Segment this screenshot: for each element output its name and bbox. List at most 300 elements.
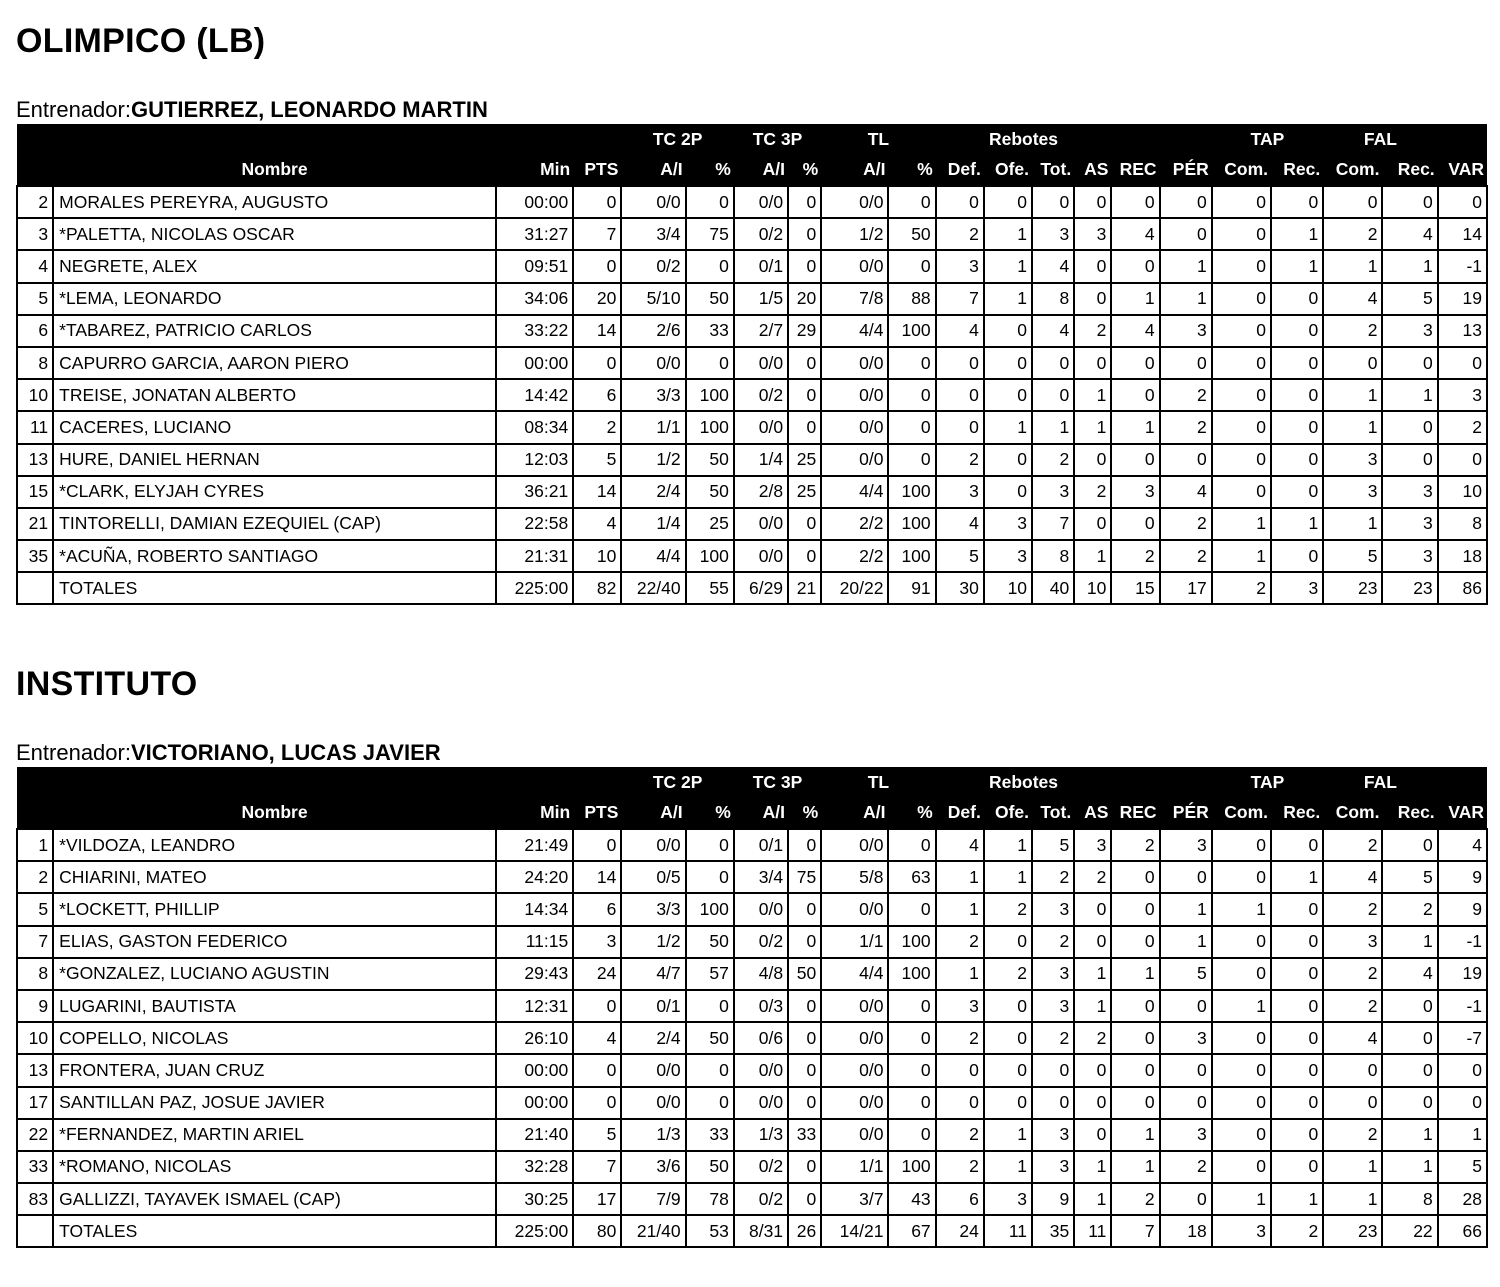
stat-cell: 0 bbox=[1212, 1054, 1271, 1086]
totals-cell: 7 bbox=[1111, 1215, 1159, 1247]
stat-cell: 0 bbox=[1271, 926, 1323, 958]
stat-cell: 1 bbox=[1160, 926, 1212, 958]
column-header: AS bbox=[1074, 797, 1111, 829]
stat-cell: 6 bbox=[573, 379, 621, 411]
player-name: CHIARINI, MATEO bbox=[53, 861, 496, 893]
stat-cell: 0 bbox=[788, 893, 821, 925]
stat-cell: 3/4 bbox=[734, 861, 788, 893]
stat-cell: 4 bbox=[1160, 476, 1212, 508]
stat-cell: 3 bbox=[936, 250, 984, 282]
stat-cell: 9 bbox=[1438, 893, 1487, 925]
stat-cell: 0 bbox=[984, 444, 1032, 476]
stat-cell: 75 bbox=[788, 861, 821, 893]
stat-cell: 33:22 bbox=[496, 315, 573, 347]
stat-cell: 0 bbox=[788, 250, 821, 282]
stat-cell: 3 bbox=[1382, 315, 1437, 347]
stat-cell: 3 bbox=[1074, 829, 1111, 861]
header-group-blank bbox=[1160, 767, 1212, 797]
stat-cell: 4 bbox=[1382, 958, 1437, 990]
stat-cell: 0 bbox=[686, 347, 734, 379]
stat-cell: 0 bbox=[1111, 250, 1159, 282]
stat-cell: 0/0 bbox=[821, 1119, 888, 1151]
stat-cell: 0/0 bbox=[734, 1054, 788, 1086]
stat-cell: 0 bbox=[936, 379, 984, 411]
player-row bbox=[17, 1054, 1487, 1086]
stat-cell: 0 bbox=[1074, 186, 1111, 218]
player-name: SANTILLAN PAZ, JOSUE JAVIER bbox=[53, 1087, 496, 1119]
stat-cell: 8 bbox=[1032, 283, 1074, 315]
header-number bbox=[17, 797, 53, 829]
stat-cell: 0 bbox=[1382, 1054, 1437, 1086]
stat-cell: 0 bbox=[1271, 347, 1323, 379]
stat-cell: 0 bbox=[1271, 411, 1323, 443]
stat-cell: 2 bbox=[1111, 540, 1159, 572]
totals-cell: 10 bbox=[984, 572, 1032, 604]
stat-cell: 0/0 bbox=[821, 1087, 888, 1119]
header-row bbox=[17, 154, 1487, 186]
stat-cell: 0/1 bbox=[621, 990, 685, 1022]
stat-cell: 1 bbox=[1074, 958, 1111, 990]
stat-cell: 8 bbox=[1438, 508, 1487, 540]
column-header: Rec. bbox=[1382, 154, 1437, 186]
header-group-fal: FAL bbox=[1323, 767, 1437, 797]
stat-cell: 0 bbox=[1160, 444, 1212, 476]
stat-cell: 5/10 bbox=[621, 283, 685, 315]
stat-cell: 2 bbox=[1323, 1119, 1382, 1151]
stat-cell: 0 bbox=[1271, 1022, 1323, 1054]
stat-cell: -1 bbox=[1438, 926, 1487, 958]
stat-cell: 0 bbox=[888, 444, 935, 476]
stat-cell: 0 bbox=[1271, 283, 1323, 315]
totals-cell: 26 bbox=[788, 1215, 821, 1247]
stat-cell: 0 bbox=[936, 186, 984, 218]
player-row bbox=[17, 250, 1487, 282]
stat-cell: 2/2 bbox=[821, 540, 888, 572]
stat-cell: 3 bbox=[1382, 476, 1437, 508]
stat-cell: 2/7 bbox=[734, 315, 788, 347]
stat-cell: 1/1 bbox=[621, 411, 685, 443]
column-header: Tot. bbox=[1032, 797, 1074, 829]
totals-cell: 23 bbox=[1382, 572, 1437, 604]
stat-cell: 7 bbox=[936, 283, 984, 315]
stat-cell: 0 bbox=[1111, 508, 1159, 540]
stat-cell: 2 bbox=[1111, 829, 1159, 861]
coach-label: Entrenador: bbox=[16, 97, 131, 122]
player-row bbox=[17, 1183, 1487, 1215]
player-name: *LOCKETT, PHILLIP bbox=[53, 893, 496, 925]
stat-cell: 0 bbox=[788, 1022, 821, 1054]
stat-cell: 0 bbox=[1111, 186, 1159, 218]
stat-cell: 88 bbox=[888, 283, 935, 315]
stat-cell: 5 bbox=[936, 540, 984, 572]
stat-cell: 1 bbox=[1382, 1119, 1437, 1151]
stat-cell: 1 bbox=[984, 283, 1032, 315]
stat-cell: 100 bbox=[686, 540, 734, 572]
stat-cell: 1 bbox=[1382, 250, 1437, 282]
totals-cell: 225:00 bbox=[496, 1215, 573, 1247]
stat-cell: 0 bbox=[1382, 347, 1437, 379]
stat-cell: 3 bbox=[1160, 1119, 1212, 1151]
column-header: VAR bbox=[1438, 154, 1487, 186]
stat-cell: 3 bbox=[1323, 476, 1382, 508]
stat-cell: 2 bbox=[1323, 315, 1382, 347]
player-row bbox=[17, 926, 1487, 958]
totals-cell: 2 bbox=[1271, 1215, 1323, 1247]
column-header: A/I bbox=[621, 797, 685, 829]
stat-cell: 0/0 bbox=[821, 829, 888, 861]
totals-cell: 67 bbox=[888, 1215, 935, 1247]
stat-cell: 0/0 bbox=[821, 411, 888, 443]
stat-cell: 2 bbox=[1111, 1183, 1159, 1215]
stat-cell: 10 bbox=[1438, 476, 1487, 508]
column-header: A/I bbox=[621, 154, 685, 186]
stat-cell: 0 bbox=[788, 829, 821, 861]
stat-cell: 3 bbox=[573, 926, 621, 958]
stat-cell: 1 bbox=[936, 893, 984, 925]
stat-cell: 7 bbox=[1032, 508, 1074, 540]
stat-cell: 14 bbox=[573, 861, 621, 893]
stat-cell: 1/5 bbox=[734, 283, 788, 315]
stat-cell: 0/0 bbox=[734, 508, 788, 540]
stat-cell: 21:31 bbox=[496, 540, 573, 572]
stat-cell: 2 bbox=[1323, 990, 1382, 1022]
player-name: GALLIZZI, TAYAVEK ISMAEL (CAP) bbox=[53, 1183, 496, 1215]
player-number: 15 bbox=[17, 476, 53, 508]
stat-cell: 50 bbox=[888, 218, 935, 250]
totals-cell: 3 bbox=[1212, 1215, 1271, 1247]
stat-cell: 14:34 bbox=[496, 893, 573, 925]
stat-cell: 7 bbox=[573, 1151, 621, 1183]
stat-cell: 2 bbox=[1382, 893, 1437, 925]
stat-cell: 0 bbox=[888, 379, 935, 411]
stat-cell: 3 bbox=[1111, 476, 1159, 508]
stat-cell: 0/0 bbox=[821, 1022, 888, 1054]
header-group-row bbox=[17, 124, 1487, 154]
stat-cell: 0/2 bbox=[734, 1183, 788, 1215]
stat-cell: 1/1 bbox=[821, 926, 888, 958]
stat-cell: 0 bbox=[1212, 186, 1271, 218]
totals-label: TOTALES bbox=[53, 1215, 496, 1247]
stat-cell: 0/2 bbox=[621, 250, 685, 282]
stat-cell: 0 bbox=[984, 476, 1032, 508]
stat-cell: 4/7 bbox=[621, 958, 685, 990]
stat-cell: 0 bbox=[984, 1022, 1032, 1054]
column-header: VAR bbox=[1438, 797, 1487, 829]
player-name: *VILDOZA, LEANDRO bbox=[53, 829, 496, 861]
stat-cell: -1 bbox=[1438, 250, 1487, 282]
stat-cell: 2/4 bbox=[621, 476, 685, 508]
stat-cell: 0 bbox=[573, 186, 621, 218]
stat-cell: 25 bbox=[788, 444, 821, 476]
stat-cell: 43 bbox=[888, 1183, 935, 1215]
stat-cell: 1/3 bbox=[621, 1119, 685, 1151]
stat-cell: 1 bbox=[984, 829, 1032, 861]
stat-cell: 0 bbox=[573, 829, 621, 861]
totals-row bbox=[17, 1215, 1487, 1247]
player-name: *TABAREZ, PATRICIO CARLOS bbox=[53, 315, 496, 347]
stat-cell: 2 bbox=[1032, 1022, 1074, 1054]
player-row bbox=[17, 990, 1487, 1022]
stat-cell: 4 bbox=[1323, 1022, 1382, 1054]
stat-cell: 1 bbox=[1160, 250, 1212, 282]
stat-cell: 2/4 bbox=[621, 1022, 685, 1054]
stat-cell: 30:25 bbox=[496, 1183, 573, 1215]
stat-cell: 0 bbox=[1160, 347, 1212, 379]
stat-cell: 1 bbox=[1074, 379, 1111, 411]
stat-cell: 0 bbox=[1074, 893, 1111, 925]
stat-cell: 2 bbox=[936, 1151, 984, 1183]
stat-cell: 0 bbox=[1382, 1087, 1437, 1119]
stat-cell: 0 bbox=[1438, 444, 1487, 476]
stat-cell: 4 bbox=[1382, 218, 1437, 250]
stat-cell: 4 bbox=[1323, 861, 1382, 893]
stat-cell: 0 bbox=[1111, 1054, 1159, 1086]
stat-cell: 0/0 bbox=[621, 186, 685, 218]
stat-cell: 0 bbox=[1212, 926, 1271, 958]
stat-cell: 1 bbox=[984, 1119, 1032, 1151]
stat-cell: 1 bbox=[1323, 250, 1382, 282]
stat-cell: 1/2 bbox=[821, 218, 888, 250]
player-name: CAPURRO GARCIA, AARON PIERO bbox=[53, 347, 496, 379]
stat-cell: 0 bbox=[788, 411, 821, 443]
stat-cell: 1/2 bbox=[621, 926, 685, 958]
stat-cell: 2 bbox=[1160, 411, 1212, 443]
totals-cell: 30 bbox=[936, 572, 984, 604]
stat-cell: 0 bbox=[984, 347, 1032, 379]
stat-cell: 4 bbox=[1032, 250, 1074, 282]
header-group-tap: TAP bbox=[1212, 124, 1323, 154]
player-row bbox=[17, 347, 1487, 379]
stat-cell: 0 bbox=[1271, 829, 1323, 861]
stat-cell: 0 bbox=[1074, 1054, 1111, 1086]
stat-cell: 0 bbox=[686, 186, 734, 218]
player-name: FRONTERA, JUAN CRUZ bbox=[53, 1054, 496, 1086]
stat-cell: 24 bbox=[573, 958, 621, 990]
stat-cell: 8 bbox=[1382, 1183, 1437, 1215]
stat-cell: 1 bbox=[1382, 926, 1437, 958]
header-row bbox=[17, 797, 1487, 829]
stat-cell: 0 bbox=[1074, 1087, 1111, 1119]
player-number: 9 bbox=[17, 990, 53, 1022]
stat-cell: 1/1 bbox=[821, 1151, 888, 1183]
stat-cell: 4/4 bbox=[621, 540, 685, 572]
stat-cell: 0 bbox=[1111, 1022, 1159, 1054]
stat-cell: 1 bbox=[984, 411, 1032, 443]
column-header: Com. bbox=[1212, 154, 1271, 186]
stat-cell: 1 bbox=[1382, 1151, 1437, 1183]
stat-cell: 08:34 bbox=[496, 411, 573, 443]
stat-cell: 4 bbox=[1323, 283, 1382, 315]
stat-cell: 2 bbox=[1160, 379, 1212, 411]
box-score-table bbox=[16, 124, 1488, 605]
stat-cell: 0 bbox=[1074, 926, 1111, 958]
totals-cell: 20/22 bbox=[821, 572, 888, 604]
player-name: *ROMANO, NICOLAS bbox=[53, 1151, 496, 1183]
stat-cell: 0 bbox=[888, 1119, 935, 1151]
stat-cell: 0 bbox=[573, 250, 621, 282]
totals-cell: 66 bbox=[1438, 1215, 1487, 1247]
stat-cell: 0 bbox=[1271, 958, 1323, 990]
stat-cell: -1 bbox=[1438, 990, 1487, 1022]
totals-cell: 11 bbox=[984, 1215, 1032, 1247]
stat-cell: 3 bbox=[1074, 218, 1111, 250]
stat-cell: 0 bbox=[888, 829, 935, 861]
stat-cell: 0 bbox=[1271, 1087, 1323, 1119]
stat-cell: 1 bbox=[1212, 1183, 1271, 1215]
team-name: OLIMPICO (LB) bbox=[16, 22, 266, 60]
stat-cell: 1 bbox=[1160, 283, 1212, 315]
player-row bbox=[17, 829, 1487, 861]
stat-cell: 0 bbox=[1111, 926, 1159, 958]
stat-cell: 3 bbox=[1160, 829, 1212, 861]
coach-label: Entrenador: bbox=[16, 740, 131, 765]
team-section-olimpico bbox=[16, 20, 1488, 605]
header-group-blank bbox=[1160, 124, 1212, 154]
stat-cell: 10 bbox=[573, 540, 621, 572]
stat-cell: 2 bbox=[1323, 218, 1382, 250]
player-name: HURE, DANIEL HERNAN bbox=[53, 444, 496, 476]
totals-cell: 21 bbox=[788, 572, 821, 604]
stat-cell: 3 bbox=[1382, 540, 1437, 572]
stat-cell: 2 bbox=[1074, 1022, 1111, 1054]
stat-cell: 0/2 bbox=[734, 926, 788, 958]
player-number: 8 bbox=[17, 347, 53, 379]
stat-cell: 0 bbox=[1111, 347, 1159, 379]
stat-cell: 50 bbox=[686, 476, 734, 508]
stat-cell: 2 bbox=[1032, 926, 1074, 958]
stat-cell: 3 bbox=[1032, 990, 1074, 1022]
stat-cell: 0/0 bbox=[821, 186, 888, 218]
totals-cell: 23 bbox=[1323, 1215, 1382, 1247]
player-number: 8 bbox=[17, 958, 53, 990]
header-group-fal: FAL bbox=[1323, 124, 1437, 154]
stat-cell: 1 bbox=[1212, 508, 1271, 540]
column-header: AS bbox=[1074, 154, 1111, 186]
stat-cell: 0 bbox=[788, 1087, 821, 1119]
stat-cell: 0/5 bbox=[621, 861, 685, 893]
totals-cell: 55 bbox=[686, 572, 734, 604]
player-row bbox=[17, 379, 1487, 411]
stat-cell: 25 bbox=[788, 476, 821, 508]
stat-cell: 3 bbox=[936, 476, 984, 508]
stat-cell: 1 bbox=[1074, 1151, 1111, 1183]
player-name: *CLARK, ELYJAH CYRES bbox=[53, 476, 496, 508]
stat-cell: 0 bbox=[984, 379, 1032, 411]
stat-cell: 5 bbox=[1382, 283, 1437, 315]
player-row bbox=[17, 218, 1487, 250]
stat-cell: 4 bbox=[936, 829, 984, 861]
player-number: 1 bbox=[17, 829, 53, 861]
stat-cell: 0 bbox=[1212, 861, 1271, 893]
stat-cell: 1 bbox=[1111, 1151, 1159, 1183]
stat-cell: 0 bbox=[788, 379, 821, 411]
stat-cell: 100 bbox=[686, 379, 734, 411]
stat-cell: 3 bbox=[1323, 444, 1382, 476]
stat-cell: 2 bbox=[936, 1022, 984, 1054]
stat-cell: 0 bbox=[1212, 476, 1271, 508]
stat-cell: 3 bbox=[1323, 926, 1382, 958]
stat-cell: 0 bbox=[984, 1054, 1032, 1086]
stat-cell: 5 bbox=[1160, 958, 1212, 990]
stat-cell: 0 bbox=[1212, 1119, 1271, 1151]
stat-cell: 1 bbox=[1438, 1119, 1487, 1151]
totals-cell: 35 bbox=[1032, 1215, 1074, 1247]
stat-cell: 0 bbox=[573, 1054, 621, 1086]
player-number: 11 bbox=[17, 411, 53, 443]
totals-cell: 10 bbox=[1074, 572, 1111, 604]
stat-cell: 50 bbox=[686, 283, 734, 315]
totals-cell: 15 bbox=[1111, 572, 1159, 604]
stat-cell: 0/0 bbox=[734, 893, 788, 925]
stat-cell: 0/2 bbox=[734, 379, 788, 411]
column-header: REC bbox=[1111, 154, 1159, 186]
stat-cell: 0/0 bbox=[821, 250, 888, 282]
stat-cell: 5 bbox=[1438, 1151, 1487, 1183]
totals-cell: 53 bbox=[686, 1215, 734, 1247]
stat-cell: 1 bbox=[1212, 990, 1271, 1022]
stat-cell: 21:40 bbox=[496, 1119, 573, 1151]
stat-cell: 0 bbox=[1074, 283, 1111, 315]
stat-cell: 0 bbox=[788, 186, 821, 218]
stat-cell: 17 bbox=[573, 1183, 621, 1215]
player-name: *FERNANDEZ, MARTIN ARIEL bbox=[53, 1119, 496, 1151]
stat-cell: 0/0 bbox=[821, 990, 888, 1022]
stat-cell: 1 bbox=[1323, 1183, 1382, 1215]
column-header: Def. bbox=[936, 797, 984, 829]
column-header: % bbox=[686, 797, 734, 829]
stat-cell: 1 bbox=[1074, 990, 1111, 1022]
stat-cell: 0 bbox=[936, 411, 984, 443]
stat-cell: 1 bbox=[1111, 958, 1159, 990]
stat-cell: 1/2 bbox=[621, 444, 685, 476]
header-group-tl: TL bbox=[821, 767, 935, 797]
stat-cell: 0 bbox=[788, 218, 821, 250]
stat-cell: 2 bbox=[1438, 411, 1487, 443]
stat-cell: 0 bbox=[1271, 379, 1323, 411]
stat-cell: 0 bbox=[1212, 218, 1271, 250]
stat-cell: 1 bbox=[984, 250, 1032, 282]
stat-cell: 0/0 bbox=[821, 893, 888, 925]
stat-cell: 100 bbox=[888, 315, 935, 347]
stat-cell: 0 bbox=[1032, 1054, 1074, 1086]
stat-cell: 0 bbox=[1438, 1054, 1487, 1086]
stat-cell: 2 bbox=[936, 218, 984, 250]
stat-cell: 0 bbox=[1111, 444, 1159, 476]
stat-cell: 0 bbox=[686, 861, 734, 893]
stat-cell: 1 bbox=[936, 958, 984, 990]
stat-cell: 2 bbox=[1160, 508, 1212, 540]
player-row bbox=[17, 893, 1487, 925]
stat-cell: 34:06 bbox=[496, 283, 573, 315]
totals-cell: 80 bbox=[573, 1215, 621, 1247]
stat-cell: 7/9 bbox=[621, 1183, 685, 1215]
stat-cell: 3/3 bbox=[621, 379, 685, 411]
stat-cell: 0 bbox=[1271, 444, 1323, 476]
player-name: *LEMA, LEONARDO bbox=[53, 283, 496, 315]
stat-cell: 0/3 bbox=[734, 990, 788, 1022]
stat-cell: 0 bbox=[888, 250, 935, 282]
stat-cell: 0 bbox=[1212, 283, 1271, 315]
totals-cell bbox=[17, 1215, 53, 1247]
stat-cell: 0 bbox=[984, 990, 1032, 1022]
column-header: Def. bbox=[936, 154, 984, 186]
stat-cell: 0 bbox=[1111, 379, 1159, 411]
stat-cell: 4 bbox=[573, 1022, 621, 1054]
stat-cell: 4/4 bbox=[821, 315, 888, 347]
stat-cell: 26:10 bbox=[496, 1022, 573, 1054]
player-name: *GONZALEZ, LUCIANO AGUSTIN bbox=[53, 958, 496, 990]
column-header: Min bbox=[496, 797, 573, 829]
